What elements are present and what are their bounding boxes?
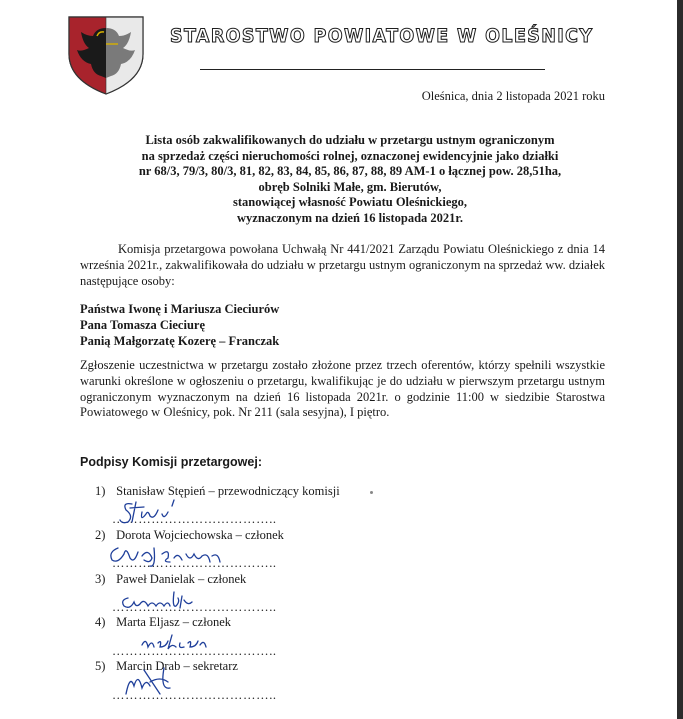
title-line: Lista osób zakwalifikowanych do udziału w przetargu ustnym ograniczonym [145,133,555,147]
commission-paragraph: Komisja przetargowa powołana Uchwałą Nr 441/2021 Zarządu Powiatu Oleśnickiego z dnia 14 września 2021r., zakwalifikowała do udziału w przetargu ustnym ograniczonym na sprzedaż ww. działek następujące osoby: [80,242,605,288]
title-line: wyznaczonym na dzień 16 listopada 2021r. [237,210,463,225]
title-line: nr 68/3, 79/3, 80/3, 81, 82, 83, 84, 85, 86, 87, 88, 89 AM-1 o łącznej pow. 28,51ha, [138,164,562,179]
office-name-header: STAROSTWO POWIATOWE W OLEŚNICY [170,25,594,47]
commission-member-5 [95,659,238,674]
member-name-role: Marcin Drab – sekretarz [116,659,238,673]
signature-line-3: ……………………………….. [112,600,277,614]
commission-member-3 [95,572,246,587]
member-number: 2) [95,528,106,542]
member-name-role: Dorota Wojciechowska – członek [116,528,284,542]
document-title [90,133,610,227]
commission-member-1 [95,484,340,499]
coat-of-arms-eagle-icon [63,14,149,96]
member-number: 5) [95,659,106,673]
member-name-role: Stanisław Stępień – przewodniczący komisji [116,484,340,498]
qualified-person: Pana Tomasza Cieciurę [80,317,205,332]
member-name-role: Marta Eljasz – członek [116,615,232,629]
qualified-persons-list [80,302,279,349]
signature-line-2: ……………………………….. [112,556,277,570]
member-number: 3) [95,572,106,586]
signature-line-5: ……………………………….. [112,688,277,702]
member-number: 4) [95,615,106,629]
stray-mark [370,491,373,494]
page-edge-border [677,0,683,719]
qualified-person: Państwa Iwonę i Mariusza Cieciurów [80,302,280,316]
date-line: Oleśnica, dnia 2 listopada 2021 roku [421,89,605,103]
member-name-role: Paweł Danielak – członek [116,572,247,586]
member-number: 1) [95,484,106,498]
title-line: na sprzedaż części nieruchomości rolnej, oznaczonej ewidencyjnie jako działki [141,148,559,163]
submission-paragraph: Zgłoszenie uczestnictwa w przetargu zostało złożone przez trzech oferentów, którzy spełnili wszystkie warunki określone w ogłoszeniu o przetargu, kwalifikując je do udziału w pierwszym przetargu ustnym ograniczonym wyznaczonym na dzień 16 listopada 2021r. o godzinie 11:00 w siedzibie Starostwa Powiatowego w Oleśnicy, pok. Nr 211 (sala sesyjna), I piętro. [80,358,605,420]
signature-line-1: ……………………………….. [112,512,277,526]
signature-line-4: ……………………………….. [112,644,277,658]
commission-member-4 [95,615,231,630]
qualified-person: Panią Małgorzatę Kozerę – Franczak [80,333,280,348]
signatures-heading: Podpisy Komisji przetargowej: [80,455,262,469]
title-line: stanowiącej własność Powiatu Oleśnickiego, [232,195,468,210]
commission-member-2 [95,528,284,543]
title-line: obręb Solniki Małe, gm. Bierutów, [258,179,442,194]
header-rule [200,69,545,70]
